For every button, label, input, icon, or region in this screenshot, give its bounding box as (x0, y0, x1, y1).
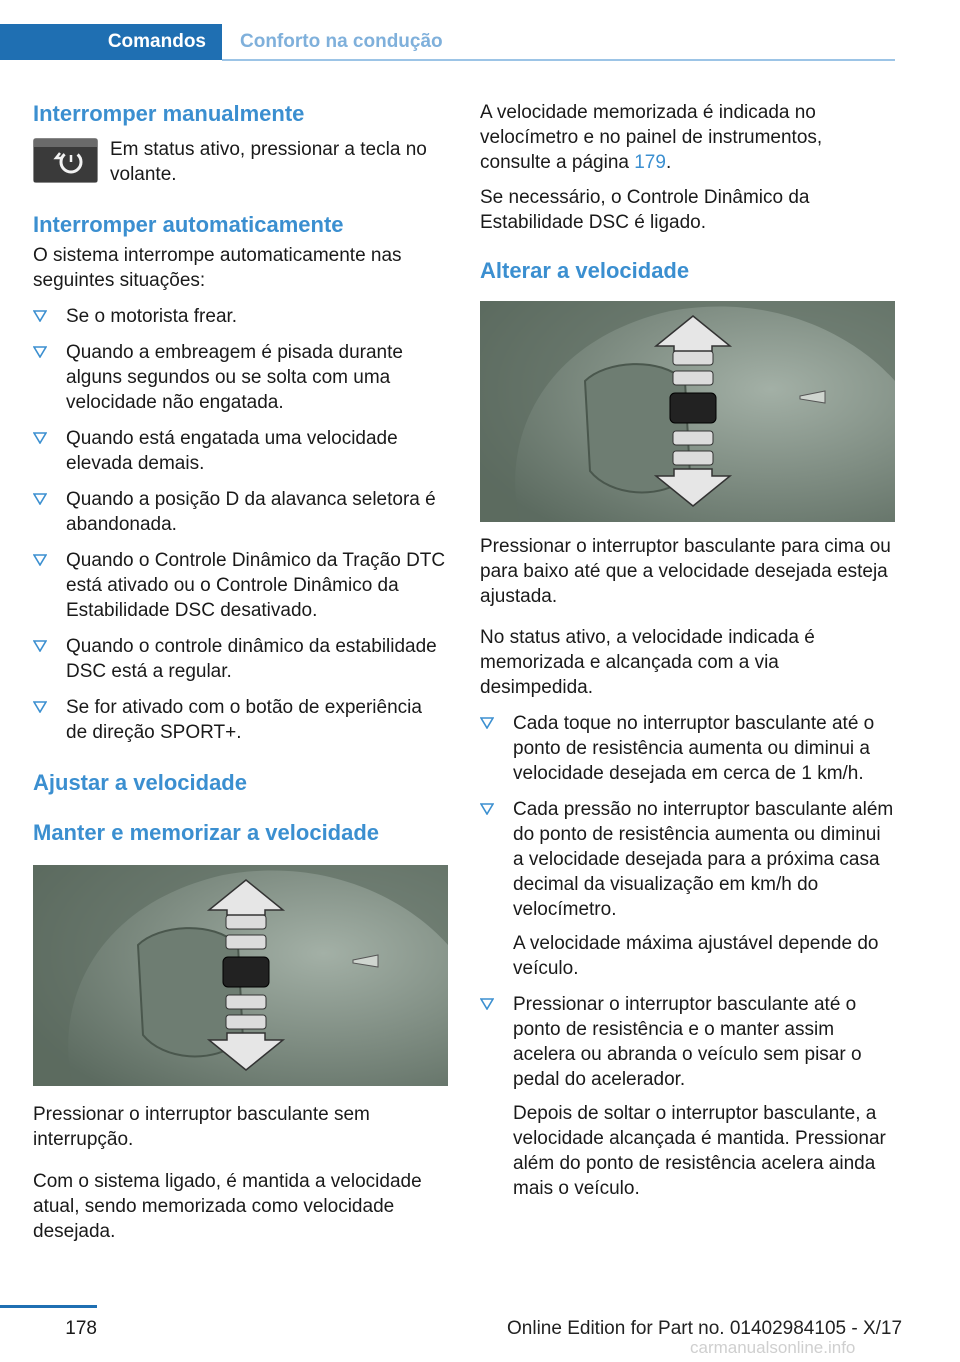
triangle-bullet-icon (33, 701, 47, 713)
heading-manter-memorizar: Manter e memorizar a velocidade (33, 820, 380, 845)
list-item: Cada pressão no interruptor basculante além do ponto de resistência aumenta ou diminui a velocidade desejada para a próxima casa decimal da visualização em km/h do velocímetro. A velocidade máxima ajustável depende do veículo. (480, 797, 895, 981)
triangle-bullet-icon (480, 998, 494, 1010)
page-number: 178 (65, 1318, 97, 1339)
auto-intro: O sistema interrompe automaticamente nas seguintes situações: (33, 245, 402, 291)
triangle-bullet-icon (480, 717, 494, 729)
heading-interromper-automaticamente: Interromper automaticamente (33, 212, 344, 237)
page-link-179[interactable]: 179 (634, 152, 666, 173)
change-list (480, 711, 895, 1201)
triangle-bullet-icon (33, 310, 47, 322)
keep-paragraph-1: Pressionar o interruptor basculante sem interrupção. (33, 1104, 370, 1150)
triangle-bullet-icon (33, 493, 47, 505)
triangle-bullet-icon (33, 554, 47, 566)
edition-note: Online Edition for Part no. 01402984105 - X/17 (507, 1318, 903, 1339)
header-tabs (0, 24, 895, 62)
list-item: Se for ativado com o botão de experiência de direção SPORT+. (33, 695, 448, 745)
tab-conforto[interactable]: Conforto na condução (240, 31, 443, 52)
left-column (33, 100, 448, 1244)
tab-comandos[interactable]: Comandos (0, 24, 222, 60)
heading-ajustar-velocidade: Ajustar a velocidade (33, 770, 247, 795)
watermark: carmanualsonline.info (690, 1338, 856, 1357)
steering-button-icon (33, 138, 98, 183)
steering-wheel-illustration (33, 865, 448, 1086)
auto-list (33, 304, 448, 745)
list-item: Quando o controle dinâmico da estabilidade DSC está a regular. (33, 634, 448, 684)
triangle-bullet-icon (480, 803, 494, 815)
list-item: Pressionar o interruptor basculante até o ponto de resistência e o manter assim acelera ou abranda o veículo sem pisar o pedal do acelerador. Depois de soltar o interruptor basculante, a velocidade alcançada é mantida. Pressionar além do ponto de resistência acelera ainda mais o veículo. (480, 992, 895, 1201)
header-divider (222, 59, 895, 61)
list-item: Quando está engatada uma velocidade elevada demais. (33, 426, 448, 476)
list-item: Se o motorista frear. (33, 304, 448, 329)
list-item: Quando o Controle Dinâmico da Tração DTC está ativado ou o Controle Dinâmico da Estabilidade DSC desativado. (33, 548, 448, 623)
change-paragraph-1: Pressionar o interruptor basculante para cima ou para baixo até que a velocidade desejada esteja ajustada. (480, 536, 891, 607)
list-item: Quando a embreagem é pisada durante alguns segundos ou se solta com uma velocidade não engatada. (33, 340, 448, 415)
triangle-bullet-icon (33, 640, 47, 652)
memorized-speed-paragraph: A velocidade memorizada é indicada no velocímetro e no painel de instrumentos, consulte a página 179. (480, 102, 823, 173)
change-paragraph-2: No status ativo, a velocidade indicada é memorizada e alcançada com a via desimpedida. (480, 627, 815, 698)
manual-row (33, 138, 448, 187)
right-column (480, 100, 895, 1201)
list-item: Cada toque no interruptor basculante até o ponto de resistência aumenta ou diminui a velocidade desejada em cerca de 1 km/h. (480, 711, 895, 786)
keep-paragraph-2: Com o sistema ligado, é mantida a velocidade atual, sendo memorizada como velocidade desejada. (33, 1171, 422, 1242)
manual-text: Em status ativo, pressionar a tecla no volante. (110, 139, 427, 185)
triangle-bullet-icon (33, 432, 47, 444)
steering-wheel-figure-left (33, 865, 448, 1086)
triangle-bullet-icon (33, 346, 47, 358)
list-item-note: Depois de soltar o interruptor basculante, a velocidade alcançada é mantida. Pressionar além do ponto de resistência acelera ainda mais o veículo. (513, 1103, 886, 1199)
steering-wheel-figure-right (480, 301, 895, 522)
list-item: Quando a posição D da alavanca seletora é abandonada. (33, 487, 448, 537)
heading-interromper-manualmente: Interromper manualmente (33, 101, 305, 126)
dsc-paragraph: Se necessário, o Controle Dinâmico da Estabilidade DSC é ligado. (480, 187, 810, 233)
list-item-note: A velocidade máxima ajustável depende do veículo. (513, 933, 879, 979)
footer-accent-line (0, 1305, 97, 1308)
heading-alterar-velocidade: Alterar a velocidade (480, 258, 690, 283)
steering-wheel-illustration (480, 301, 895, 522)
